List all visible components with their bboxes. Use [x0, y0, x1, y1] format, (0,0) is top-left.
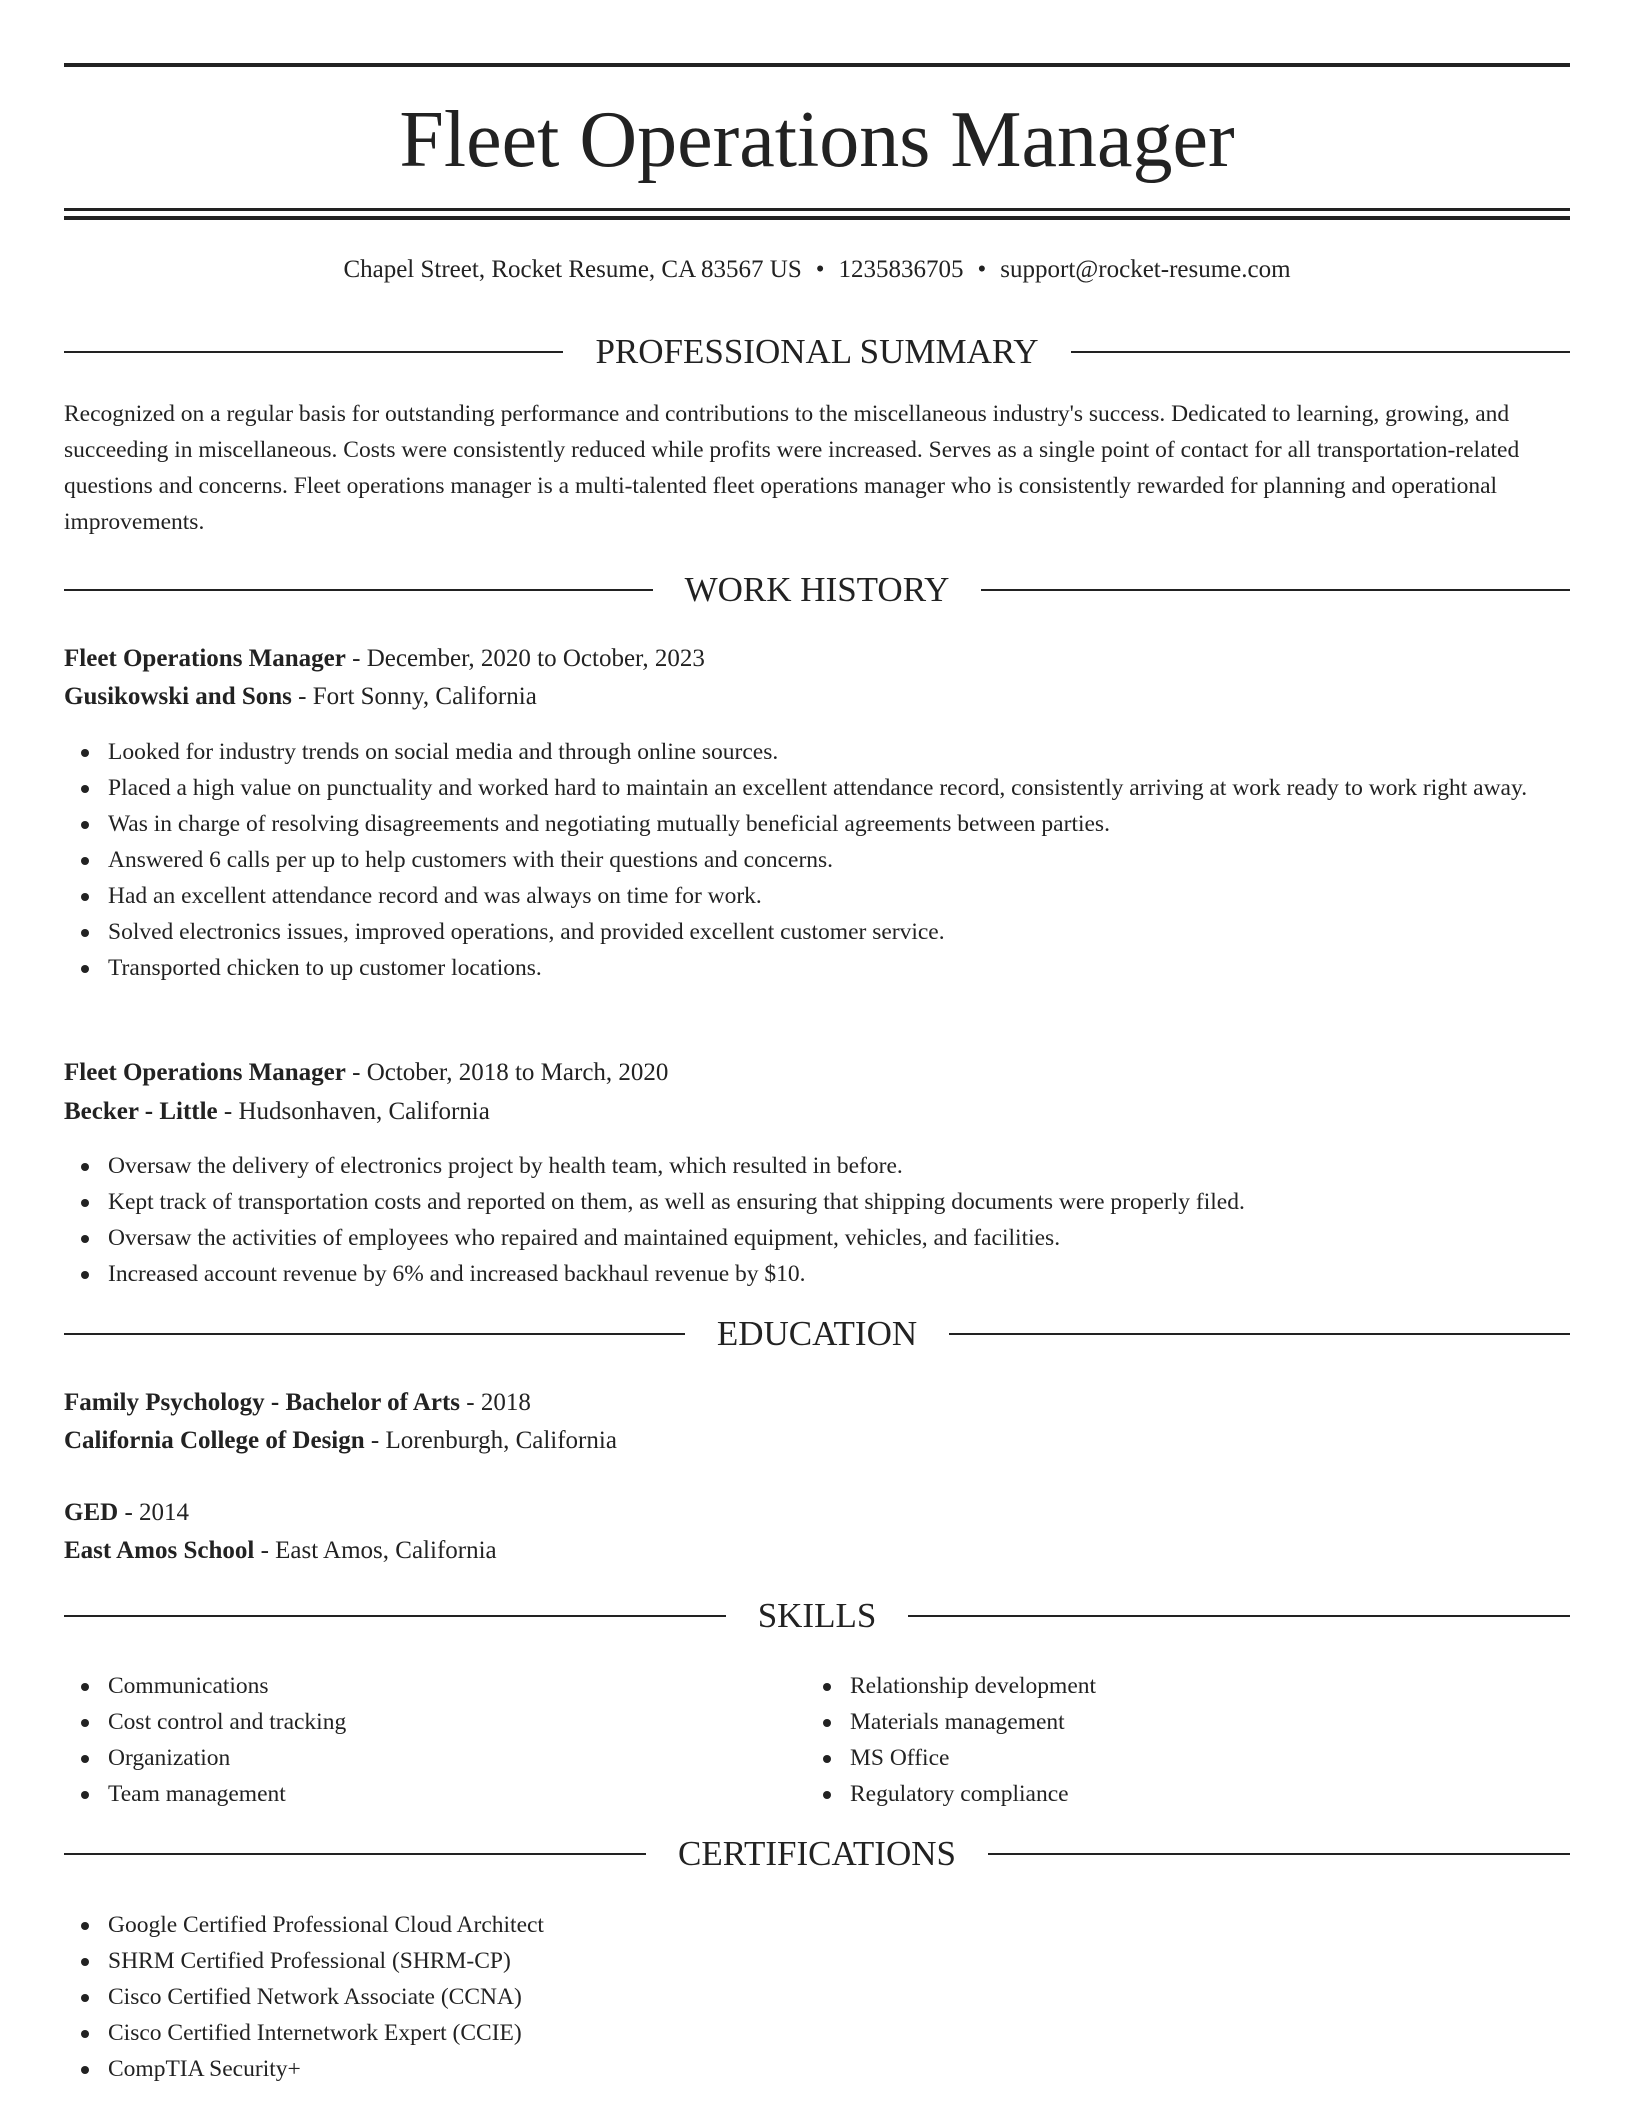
skill-item: Regulatory compliance [806, 1776, 1546, 1812]
list-item: Oversaw the delivery of electronics project by health team, which resulted in before. [64, 1148, 1570, 1184]
list-item: Oversaw the activities of employees who repaired and maintained equipment, vehicles, and facilities. [64, 1220, 1570, 1256]
job-title-line [64, 640, 1570, 678]
certifications-list [64, 1907, 1570, 2087]
certification-item: Cisco Certified Internetwork Expert (CCIE) [64, 2015, 1570, 2051]
education-degree-line [64, 1384, 1570, 1422]
section-rule-right [981, 589, 1570, 591]
section-heading-certifications [64, 1832, 1570, 1876]
skill-item: MS Office [806, 1740, 1546, 1776]
section-title: SKILLS [757, 1596, 877, 1635]
skills-list-left [64, 1668, 804, 1812]
contact-phone: 1235836705 [838, 256, 964, 283]
job-company: Becker - Little [64, 1098, 218, 1125]
section-title: EDUCATION [716, 1314, 918, 1353]
section-heading-work-history [64, 568, 1570, 612]
education-year: - 2014 [118, 1499, 190, 1526]
skills-list-right [806, 1668, 1546, 1812]
list-item: Transported chicken to up customer locations. [64, 950, 1570, 986]
job-bullets [64, 734, 1570, 986]
skill-item: Team management [64, 1776, 804, 1812]
job-location: - Hudsonhaven, California [217, 1098, 490, 1125]
job-dates: - December, 2020 to October, 2023 [345, 645, 705, 672]
contact-separator: • [977, 256, 987, 283]
list-item: Answered 6 calls per up to help customers with their questions and concerns. [64, 842, 1570, 878]
job-dates: - October, 2018 to March, 2020 [345, 1059, 669, 1086]
skill-item: Materials management [806, 1704, 1546, 1740]
section-heading-skills [64, 1594, 1570, 1638]
education-school-line [64, 1532, 1570, 1570]
job-company-line [64, 678, 1570, 716]
skill-item: Cost control and tracking [64, 1704, 804, 1740]
job-company: Gusikowski and Sons [64, 683, 292, 710]
education-school-line [64, 1422, 1570, 1460]
contact-address: Chapel Street, Rocket Resume, CA 83567 US [343, 256, 802, 283]
education-location: - Lorenburgh, California [364, 1427, 617, 1454]
section-rule-left [64, 351, 563, 353]
header-top-rule [64, 63, 1570, 67]
section-rule-right [908, 1615, 1570, 1617]
section-title: CERTIFICATIONS [678, 1834, 956, 1873]
list-item: Placed a high value on punctuality and worked hard to maintain an excellent attendance record, consistently arriving at work ready to work right away. [64, 770, 1570, 806]
section-rule-right [1071, 351, 1570, 353]
education-school: East Amos School [64, 1537, 255, 1564]
contact-email: support@rocket-resume.com [1000, 256, 1291, 283]
education-location: - East Amos, California [254, 1537, 497, 1564]
section-rule-left [64, 1333, 685, 1335]
certification-item: Google Certified Professional Cloud Architect [64, 1907, 1570, 1943]
section-rule-right [949, 1333, 1570, 1335]
education-degree: GED [64, 1499, 119, 1526]
list-item: Looked for industry trends on social media and through online sources. [64, 734, 1570, 770]
education-school: California College of Design [64, 1427, 365, 1454]
section-rule-left [64, 589, 653, 591]
job-company-line [64, 1093, 1570, 1131]
list-item: Was in charge of resolving disagreements and negotiating mutually beneficial agreements between parties. [64, 806, 1570, 842]
skill-item: Organization [64, 1740, 804, 1776]
header-bottom-rule [64, 208, 1570, 211]
list-item: Kept track of transportation costs and reported on them, as well as ensuring that shipping documents were properly filed. [64, 1184, 1570, 1220]
section-rule-right [988, 1853, 1570, 1855]
certification-item: Cisco Certified Network Associate (CCNA) [64, 1979, 1570, 2015]
section-rule-left [64, 1853, 646, 1855]
education-year: - 2018 [460, 1389, 531, 1416]
skill-item: Communications [64, 1668, 804, 1704]
section-title: PROFESSIONAL SUMMARY [595, 332, 1039, 371]
certification-item: SHRM Certified Professional (SHRM-CP) [64, 1943, 1570, 1979]
job-title-line [64, 1054, 1570, 1092]
contact-separator: • [815, 256, 825, 283]
skill-item: Relationship development [806, 1668, 1546, 1704]
summary-paragraph: Recognized on a regular basis for outstanding performance and contributions to the miscellaneous industry's success. Dedicated to learning, growing, and succeeding in miscellaneous. Costs were consistently reduced while profits were increased. Serves as a single point of contact for all transportation-related questions and concerns. Fleet operations manager is a multi-talented fleet operations manager who is consistently rewarded for planning and operational improvements. [64, 401, 1520, 535]
section-title: WORK HISTORY [684, 570, 950, 609]
job-title: Fleet Operations Manager [64, 645, 346, 672]
job-bullets [64, 1148, 1570, 1292]
education-degree-line [64, 1494, 1570, 1532]
certification-item: CompTIA Security+ [64, 2051, 1570, 2087]
education-degree: Family Psychology - Bachelor of Arts [64, 1389, 461, 1416]
job-title: Fleet Operations Manager [64, 1059, 346, 1086]
section-heading-summary [64, 330, 1570, 374]
list-item: Had an excellent attendance record and was always on time for work. [64, 878, 1570, 914]
header-bottom-rule-second [64, 216, 1570, 220]
section-rule-left [64, 1615, 726, 1617]
section-heading-education [64, 1312, 1570, 1356]
contact-line [64, 252, 1570, 288]
list-item: Increased account revenue by 6% and increased backhaul revenue by $10. [64, 1256, 1570, 1292]
job-location: - Fort Sonny, California [291, 683, 537, 710]
list-item: Solved electronics issues, improved operations, and provided excellent customer service. [64, 914, 1570, 950]
resume-title: Fleet Operations Manager [399, 96, 1235, 184]
